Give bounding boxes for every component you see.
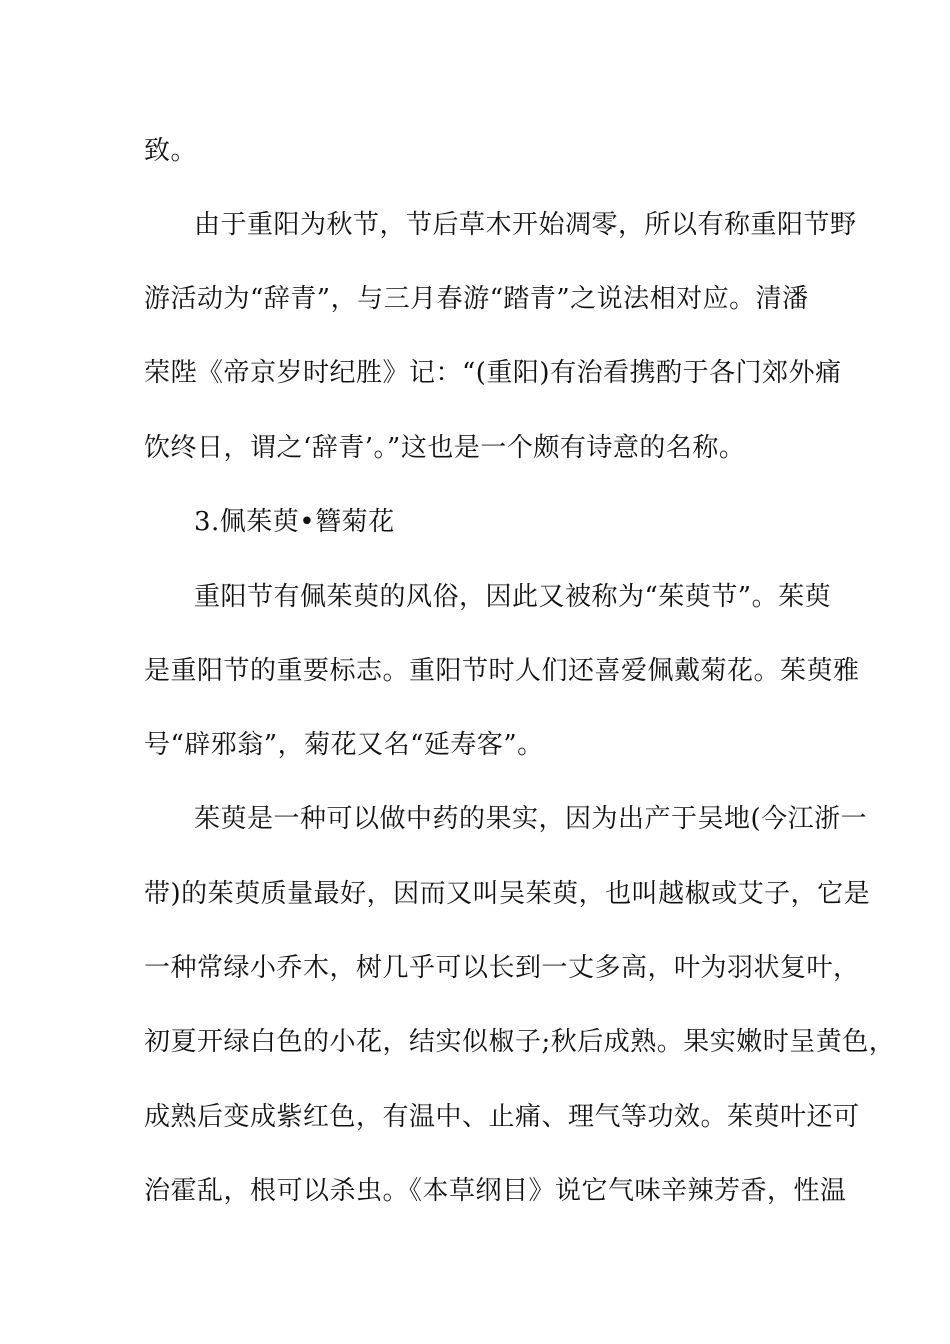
text-line: 初夏开绿白色的小花，结实似椒子;秋后成熟。果实嫩时呈黄色，	[144, 1027, 896, 1057]
text-line: 是重阳节的重要标志。重阳节时人们还喜爱佩戴菊花。茱萸雅	[144, 656, 860, 686]
text-line: 荣陛《帝京岁时纪胜》记：“(重阳)有治看携酌于各门郊外痛	[144, 358, 842, 388]
text-line: 成熟后变成紫红色，有温中、止痛、理气等功效。茱萸叶还可	[144, 1102, 860, 1132]
paragraph-start-line: 茱萸是一种可以做中药的果实，因为出产于吴地(今江浙一	[194, 804, 868, 834]
paragraph-start-line: 由于重阳为秋节，节后草木开始凋零，所以有称重阳节野	[194, 210, 857, 240]
section-heading: 3.佩茱萸•簪菊花	[194, 507, 395, 537]
text-line: 号“辟邪翁”，菊花又名“延寿客”。	[144, 730, 544, 760]
text-line: 带)的茱萸质量最好，因而又叫吴茱萸，也叫越椒或艾子，它是	[144, 879, 871, 909]
text-line: 饮终日，谓之‘辞青’。”这也是一个颇有诗意的名称。	[144, 433, 746, 463]
paragraph-start-line: 重阳节有佩茱萸的风俗，因此又被称为“茱萸节”。茱萸	[194, 582, 832, 612]
text-line: 致。	[144, 136, 198, 166]
text-line: 治霍乱，根可以杀虫。《本草纲目》说它气味辛辣芳香，性温	[144, 1176, 847, 1206]
text-line: 游活动为“辞青”，与三月春游“踏青”之说法相对应。清潘	[144, 284, 809, 314]
text-line: 一种常绿小乔木，树几乎可以长到一丈多高，叶为羽状复叶，	[144, 953, 860, 983]
